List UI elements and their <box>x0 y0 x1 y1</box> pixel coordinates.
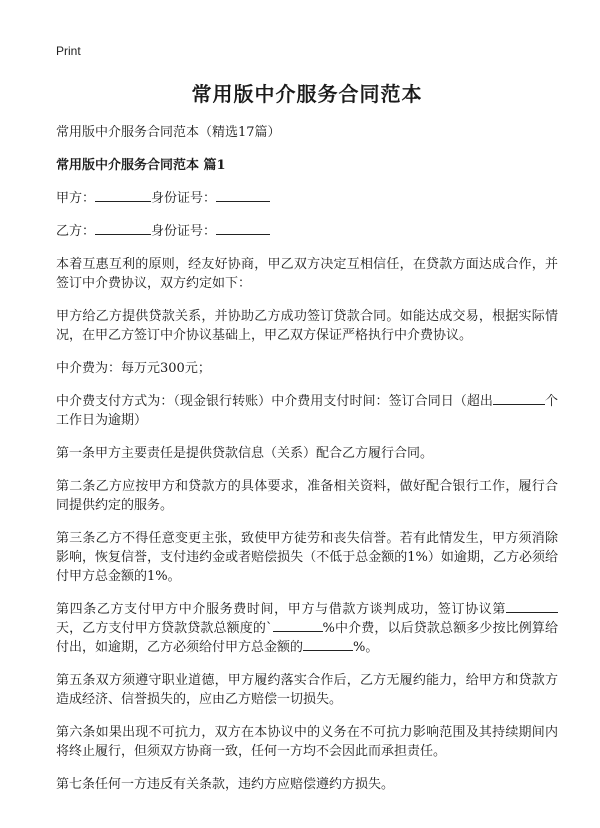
article-4 <box>56 600 558 657</box>
fee-paragraph: 中介费为：每万元300元； <box>56 361 211 376</box>
party-b-id-blank <box>216 222 270 235</box>
document-subtitle: 常用版中介服务合同范本（精选17篇） <box>56 125 281 140</box>
party-a-id-blank <box>216 189 270 202</box>
article-5: 第五条双方须遵守职业道德，甲方履约落实合作后，乙方无履约能力，给甲方和贷款方造成经济、信誉损失的，应由乙方赔偿一切损失。 <box>56 673 558 707</box>
article-3: 第三条乙方不得任意变更主张，致使甲方徒劳和丧失信誉。若有此情发生，甲方须消除影响，恢复信誉，支付违约金或者赔偿损失（不低于总金额的1%）如逾期，乙方必须给付甲方总金额的1%。 <box>56 531 558 584</box>
article-4-text-2: 天，乙方支付甲方贷款贷款总额度的` <box>56 621 273 636</box>
party-a-line <box>56 189 558 208</box>
payment-paragraph <box>56 392 558 430</box>
article-7: 第七条任何一方违反有关条款，违约方应赔偿遵约方损失。 <box>56 777 395 792</box>
payment-text-2: 个工作日为逾期） <box>56 394 558 428</box>
party-b-line <box>56 222 558 241</box>
paragraph-1: 甲方给乙方提供贷款关系，并协助乙方成功签订贷款合同。如能达成交易，根据实际情况，在甲乙方签订中介协议基础上，甲乙双方保证严格执行中介费协议。 <box>56 309 558 343</box>
article-4-text-1: 第四条乙方支付甲方中介服务费时间，甲方与借款方谈判成功，签订协议第 <box>56 602 506 617</box>
payment-days-blank <box>493 392 545 405</box>
payment-text-1: 中介费支付方式为：（现金银行转账）中介费用支付时间：签订合同日（超出 <box>56 394 493 409</box>
article-4-percent-blank <box>273 619 323 632</box>
party-b-label: 乙方： <box>56 224 96 239</box>
party-b-id-label: 身份证号： <box>151 224 217 239</box>
party-a-label: 甲方： <box>56 191 96 206</box>
article-4-text-3: %中介费，以后贷款总额多少按比例算给付出，如逾期，乙方必须给付甲方总金额的 <box>56 621 558 655</box>
intro-paragraph: 本着互惠互利的原则，经友好协商，甲乙双方决定互相信任，在贷款方面达成合作，并签订中介费协议，双方约定如下： <box>56 257 558 291</box>
print-link[interactable]: Print <box>56 44 81 58</box>
article-2: 第二条乙方应按甲方和贷款方的具体要求，准备相关资料，做好配合银行工作，履行合同提供约定的服务。 <box>56 479 558 513</box>
party-a-name-blank <box>95 189 151 202</box>
article-1: 第一条甲方主要责任是提供贷款信息（关系）配合乙方履行合同。 <box>56 446 434 461</box>
document-title: 常用版中介服务合同范本 <box>191 82 423 106</box>
party-b-name-blank <box>95 222 151 235</box>
section-title: 常用版中介服务合同范本 篇1 <box>56 158 226 173</box>
article-4-text-4: %。 <box>353 640 379 655</box>
article-4-days-blank <box>506 600 558 613</box>
article-4-total-blank <box>303 638 353 651</box>
article-6: 第六条如果出现不可抗力，双方在本协议中的义务在不可抗力影响范围及其持续期间内将终止履行，但须双方协商一致，任何一方均不会因此而承担责任。 <box>56 725 558 759</box>
party-a-id-label: 身份证号： <box>151 191 217 206</box>
